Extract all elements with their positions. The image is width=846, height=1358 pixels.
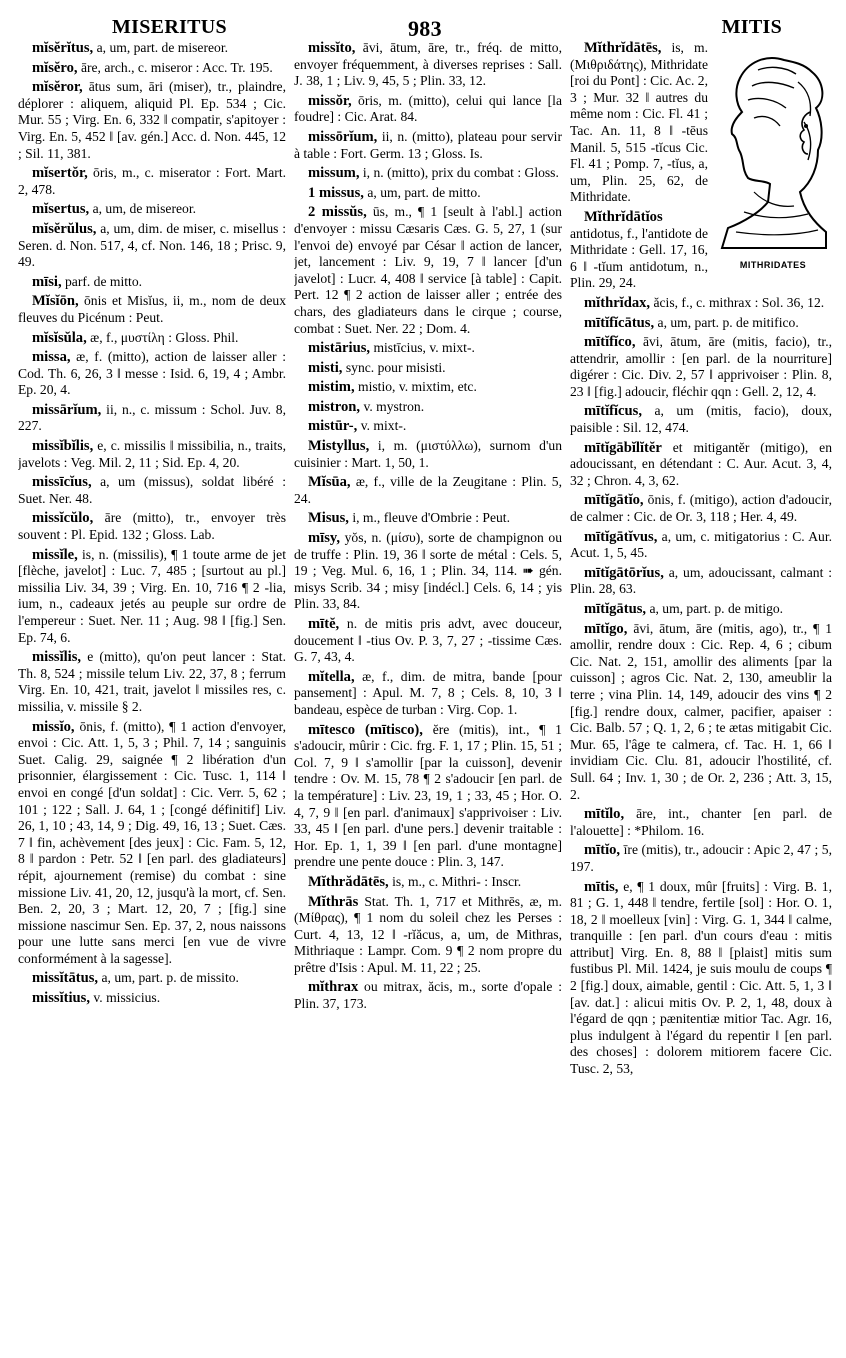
column-left [18, 40, 286, 1352]
entry-headword: mīsi, [32, 273, 62, 290]
dictionary-entry [18, 79, 286, 162]
entry-definition: a, um, dim. de miser, c. misellus : Seren. d. Non. 517, 4, cf. Non. 146, 18 ; Prisc. 9, 49. [18, 220, 286, 270]
dictionary-entry [294, 722, 562, 871]
dictionary-entry [294, 165, 562, 182]
entry-definition: et mitigantĕr (mitigo), en adoucissant, en détendant : C. Aur. Acut. 3, 4, 32 ; Chron. 4, 3, 62. [570, 439, 832, 488]
entry-definition: ōnis, f. (mitto), ¶ 1 action d'envoyer, envoi : Cic. Att. 1, 5, 3 ; Phil. 7, 14 ; sanguinis Suet. Calig. 29, saignée ¶ 2 libération d'un prisonnier, élargissement : Cic. Tusc. 1, 114 ‖ envoi en congé [d'un soldat] : Cic. Verr. 5, 62 ; 101 ; 122 ; Sall. J. 64, 1 ; [congé définitif] Liv. 26, 1, 10 ; 43, 14, 9 ; Dig. 49, 16, 13 ; Suet. Cæs. 7 ‖ fin, achèvement [des jeux] : Cic. Fam. 5, 12, 8 ‖ pardon : Petr. 52 ‖ [en parl. des gladiateurs] répit, ajournement (remise) du combat : sine missione Liv. 41, 20, 12, jusqu'à la mort, cf. Sen. Ben. 2, 20, 3 ; Mart. 12, 20, 7 ; [fig.] sine missione nascimur Sen. Ep. 37, 2, nous naissons pour une lutte sans merci [en vue de vivre conformément à la sagesse]. [18, 718, 286, 966]
entry-definition: antidotus, f., l'antidote de Mithridate : Gell. 17, 16, 6 ‖ -tĭum antidotum, n., Plin. 29, 24. [570, 225, 708, 291]
entry-headword: mītĭfĭcus, [584, 403, 642, 420]
entry-definition: a, um, part. p. de missito. [101, 970, 239, 986]
entry-definition: n. de mitis pris advt, avec douceur, doucement ‖ -tius Ov. P. 3, 7, 27 ; -tissime Cæs. G. 7, 43, 4. [294, 616, 562, 665]
entry-definition: æ, f., ville de la Zeugitane : Plin. 5, 24. [294, 474, 562, 506]
entry-definition: is, m., c. Mithri- : Inscr. [392, 873, 522, 889]
entry-headword: mītĭo, [584, 842, 621, 859]
entry-headword: missĭcŭlo, [32, 510, 94, 527]
entry-definition: yŏs, n. (μίσυ), sorte de champignon ou de truffe : Plin. 19, 36 ‖ sorte de métal : Cels. 5, 19 ; Veg. Mul. 6, 16, 1 ; Plin. 34, 114. ➠ gén. misys Scrib. 34 ; misy [indécl.] Cels. 6, 14 ; yis Plin. 33, 84. [294, 530, 562, 612]
mithridates-coin-icon [714, 42, 832, 250]
entry-headword: misti, [308, 359, 343, 376]
dictionary-entry [570, 842, 832, 875]
entry-headword: mĭthrax [308, 979, 359, 996]
entry-definition: mistīcius, v. mixt-. [373, 340, 475, 356]
page-header [20, 10, 828, 40]
entry-definition: mistio, v. mixtim, etc. [358, 379, 477, 395]
entry-definition: i, m. (μιστύλλω), surnom d'un cuisinier : Mart. 1, 50, 1. [294, 438, 562, 470]
entry-definition: ōnis, f. (mitigo), action d'adoucir, de calmer : Cic. de Or. 3, 118 ; Her. 4, 49. [570, 492, 832, 525]
dictionary-entry [294, 204, 562, 337]
entry-definition: sync. pour misisti. [345, 359, 446, 375]
entry-definition: āvi, ātum, āre (mitis, ago), tr., ¶ 1 amollir, rendre doux : Cic. Rep. 4, 6 ; cibum Cic. Nat. 2, 151, amollir des aliments [par la cuisson] ; agros Cic. Nat. 2, 130, ameublir la terre ; vina Plin. 14, 149, adoucir des vins ¶ 2 [fig.] rendre doux, calmer, pacifier, apaiser : Cic. Balb. 57 ; Q. 1, 2, 6 ; te ætas mitigabit Cic. Mur. 65, l'âge te calmera, cf. Tac. H. 1, 66 ‖ invidiam Cic. Clu. 81, adoucir l'hostilité, cf. Sull. 64 ; Inv. 1, 30 ; de Or. 2, 236 ; Att. 3, 15, 2. [570, 620, 832, 802]
dictionary-entry [18, 474, 286, 507]
entry-headword: missĭle, [32, 546, 78, 563]
dictionary-entry [570, 295, 832, 312]
dictionary-entry [294, 530, 562, 613]
entry-definition: ăcis, f., c. mithrax : Sol. 36, 12. [653, 294, 825, 310]
entry-definition: v. mystron. [363, 398, 425, 414]
entry-headword: mītĭgātōrĭus, [584, 564, 664, 581]
dictionary-entry [18, 970, 286, 987]
entry-definition: a, um, de misereor. [92, 201, 196, 217]
entry-headword: mītĭlo, [584, 806, 625, 823]
entry-definition: Stat. Th. 1, 717 et Mithrēs, æ, m. (Μίθρας), ¶ 1 nom du soleil chez les Perses : Curt. 4, 13, 12 ‖ -rĭăcus, a, um, de Mithras, Mithriaque : Lampr. Com. 9 ¶ 2 nom propre du prêtre d'Isis : Apul. M. 11, 22 ; 25. [294, 893, 562, 975]
entry-definition: a, um, part. de misereor. [96, 40, 228, 55]
entry-definition: a, um (missus), soldat libéré : Suet. Ner. 48. [18, 474, 286, 506]
entry-headword: mītĭgo, [584, 620, 628, 637]
entry-headword: mistārius, [308, 340, 371, 357]
entry-headword: mītis, [584, 878, 619, 895]
dictionary-entry [18, 165, 286, 198]
entry-definition: æ, f., dim. de mitra, bande [pour pansement] : Apul. M. 7, 8 ; Cels. 8, 10, 3 ‖ bandeau, espèce de turban : Virg. Cop. 1. [294, 668, 562, 717]
dictionary-entry [294, 129, 562, 162]
entry-headword: 2 missŭs, [308, 204, 367, 221]
dictionary-entry [18, 330, 286, 347]
entry-definition: e, ¶ 1 doux, mûr [fruits] : Virg. B. 1, 81 ; G. 1, 448 ‖ tendre, fertile [sol] : Hor. O. 1, 18, 2 ‖ moelleux [vin] : Virg. G. 1, 344 ‖ calme, tranquille : [en parl. d'un cours d'eau : mitis attribut] Virg. En. 8, 88 ‖ [plaist] mitis sum fustibus Pl. Mil. 1424, je suis moulu de coups ¶ 2 [fig.] doux, aimable, gentil : Cic. Att. 5, 1, 3 ‖ [av. dat.] : alicui mitis Ov. P. 2, 1, 48, doux à l'égard de qqn ; pænitentiæ mitior Tac. Agr. 16, plus indulgent à l'égard du repentir ‖ [en parl. des choses] : dolorem mitiorem facere Cic. Tusc. 2, 53, [570, 878, 832, 1077]
entry-definition: e (mitto), qu'on peut lancer : Stat. Th. 8, 524 ; missile telum Liv. 22, 37, 8 ; ferrum Virg. En. 10, 421, trait, javelot ‖ missiles res, c. missilia, v. missile § 2. [18, 649, 286, 714]
entry-definition: ĕre (mitis), int., ¶ 1 s'adoucir, mûrir : Cic. frg. F. 1, 17 ; Plin. 15, 51 ; Col. 7, 9 ‖ s'amollir [par la cuisson], devenir tendre : Ov. M. 15, 78 ¶ 2 s'adoucir [en parl. de la température] : Liv. 23, 19, 1 ; 33, 45 ; Hor. O. 4, 7, 9 ‖ [en parl. d'animaux] s'apprivoiser : Liv. 33, 45 ‖ [en parl. d'une pers.] devenir traitable : Hor. Ep. 1, 1, 39 ‖ [en parl. d'une montagne] prendre une pente douce : Plin. 3, 147. [294, 721, 562, 870]
entry-definition: a, um, part. de mitto. [367, 184, 481, 200]
dictionary-entry [570, 565, 832, 598]
dictionary-entry [294, 379, 562, 396]
dictionary-columns [18, 40, 830, 1352]
dictionary-entry [294, 474, 562, 507]
dictionary-entry [570, 334, 832, 400]
entry-definition: ūs, m., ¶ 1 [seult à l'abl.] action d'envoyer : missu Cæsaris Cæs. G. 5, 27, 1 (sur l'envoi de) envoyé par César ‖ action de lancer, jet, lancement : Liv. 9, 19, 7 ‖ lancer [d'un javelot] : Lucr. 4, 408 ‖ service [à table] : Capit. Pert. 12 ¶ 2 action de laisser aller ; entrée des chars, des gladiateurs dans le cirque ; course, combat : Suet. Ner. 22 ; Dom. 4. [294, 204, 562, 336]
dictionary-entry [18, 510, 286, 543]
dictionary-entry [294, 438, 562, 471]
dictionary-entry [294, 979, 562, 1012]
entry-definition: v. missicius. [93, 990, 161, 1006]
entry-headword: mīsy, [308, 530, 341, 547]
dictionary-entry [18, 274, 286, 291]
entry-headword: missa, [32, 349, 71, 366]
dictionary-entry [294, 399, 562, 416]
entry-definition: ōris, m., c. miserator : Fort. Mart. 2, 478. [18, 165, 286, 197]
dictionary-entry [294, 360, 562, 377]
dictionary-entry [18, 60, 286, 77]
dictionary-entry [570, 403, 832, 436]
dictionary-entry [294, 874, 562, 891]
entry-headword: mītĭgātĭo, [584, 492, 644, 509]
dictionary-entry [570, 806, 832, 839]
dictionary-entry [294, 185, 562, 202]
column-right [570, 40, 832, 1352]
entry-definition: āre (mitto), tr., envoyer très souvent : Pl. Epid. 132 ; Gloss. Lab. [18, 510, 286, 543]
entry-headword: missĭlis, [32, 649, 82, 666]
dictionary-entry [294, 510, 562, 527]
dictionary-entry [18, 719, 286, 968]
entry-headword: mītĭgātus, [584, 601, 647, 617]
entry-definition: āre, int., chanter [en parl. de l'alouette] : *Philom. 16. [570, 806, 832, 838]
dictionary-entry [294, 418, 562, 435]
entry-headword: missīcĭus, [32, 474, 92, 491]
entry-headword: missĭo, [32, 718, 75, 735]
dictionary-entry [294, 340, 562, 357]
entry-definition: a, um, c. mitigatorius : C. Aur. Acut. 1, 5, 45. [570, 528, 832, 561]
entry-definition: v. mixt-. [360, 418, 407, 434]
entry-headword: mĭsertŏr, [32, 165, 88, 182]
header-left-guide-word: MISERITUS [112, 16, 227, 38]
entry-headword: mītĭgātĭvus, [584, 528, 658, 545]
entry-definition: is, n. (missilis), ¶ 1 toute arme de jet [flèche, javelot] : Luc. 7, 485 ; [surtout au pl.] missilia Liv. 34, 39 ; Virg. En. 10, 716 ¶ 2 -lia, ium, n., cadeaux jetés au peuple sur ordre de l'empereur : Suet. Ner. 11 ; Aug. 98 ‖ [fig.] Sen. Ep. 74, 6. [18, 546, 286, 645]
entry-headword: Mĭsĭōn, [32, 293, 79, 310]
entry-headword: missōrĭum, [308, 128, 378, 145]
entry-definition: a, um, part. p. de mitifico. [657, 314, 799, 330]
dictionary-entry [294, 93, 562, 126]
dictionary-entry [18, 201, 286, 218]
dictionary-entry [294, 40, 562, 90]
dictionary-entry [570, 315, 832, 332]
dictionary-entry [18, 349, 286, 399]
entry-headword: mĭsĕrŭlus, [32, 220, 97, 237]
dictionary-entry [18, 547, 286, 647]
dictionary-entry [294, 616, 562, 666]
dictionary-entry [570, 601, 832, 618]
entry-definition: ātus sum, āri (miser), tr., plaindre, déplorer : aliquem, aliquid Pl. Ep. 534 ; Cic. Mur. 55 ; Virg. En. 6, 332 ‖ compatir, s'apitoyer : Virg. En. 5, 452 ‖ [av. gén.] Acc. d. Non. 445, 12 ; Sil. 11, 381. [18, 79, 286, 161]
entry-headword: Misus, [308, 510, 349, 527]
entry-headword: mĭthrĭdax, [584, 294, 651, 311]
entry-definition: parf. de mitto. [65, 273, 143, 289]
dictionary-entry [18, 221, 286, 271]
page-number: 983 [408, 16, 442, 41]
entry-headword: missŏr, [308, 92, 352, 109]
entry-definition: æ, f., μυστίλη : Gloss. Phil. [90, 329, 239, 345]
entry-headword: mītĭgābĭlĭtĕr [584, 439, 662, 456]
entry-headword: mistūr-, [308, 418, 358, 435]
entry-headword: mītĭfĭcātus, [584, 314, 655, 331]
dictionary-entry [18, 438, 286, 471]
entry-definition: āre, arch., c. miseror : Acc. Tr. 195. [80, 59, 273, 75]
entry-headword: Mĭthrĭdātĭos [584, 208, 663, 225]
entry-definition: īre (mitis), tr., adoucir : Apic 2, 47 ; 5, 197. [570, 842, 832, 874]
entry-definition: ōris, m. (mitto), celui qui lance [la foudre] : Cic. Arat. 84. [294, 92, 562, 125]
entry-headword: Mĭthrădātēs, [308, 873, 389, 890]
entry-definition: āvi, ātum, āre, tr., fréq. de mitto, envoyer fréquemment, à diverses reprises : Sall. J. 38, 1 ; Liv. 9, 45, 5 ; Plin. 33, 12. [294, 40, 562, 89]
entry-headword: mistron, [308, 398, 361, 415]
dictionary-entry [18, 40, 286, 57]
mithridates-portrait [714, 42, 832, 270]
dictionary-entry [570, 440, 832, 490]
portrait-caption: MITHRIDATES [739, 259, 807, 270]
entry-definition: e, c. missilis ‖ missibilia, n., traits, javelots : Veg. Mil. 2, 11 ; Sid. Ep. 4, 20. [18, 438, 286, 470]
entry-headword: mītĕ, [308, 616, 340, 632]
entry-headword: mĭsertus, [32, 201, 90, 218]
dictionary-entry [294, 669, 562, 719]
entry-definition: ii, n., c. missum : Schol. Juv. 8, 227. [18, 401, 286, 434]
entry-headword: missĭtātus, [32, 970, 99, 987]
dictionary-entry [18, 402, 286, 435]
entry-definition: ou mitrax, ăcis, m., sorte d'opale : Plin. 37, 173. [294, 979, 562, 1012]
entry-headword: mĭsĕro, [32, 59, 78, 76]
entry-definition: æ, f. (mitto), action de laisser aller : Cod. Th. 6, 26, 3 ‖ messe : Isid. 6, 19, 4 ; Ambr. Ep. 20, 4. [18, 349, 286, 398]
entry-headword: 1 missus, [308, 184, 364, 201]
entry-definition: i, m., fleuve d'Ombrie : Peut. [352, 510, 510, 526]
dictionary-entry [18, 990, 286, 1007]
entry-headword: mĭsĕror, [32, 79, 83, 96]
dictionary-entry [570, 529, 832, 562]
entry-headword: Mĭthrĭdātēs, [584, 40, 662, 56]
entry-definition: ii, n. (mitto), plateau pour servir à table : Fort. Germ. 13 ; Gloss. Is. [294, 128, 562, 161]
dictionary-entry [18, 649, 286, 715]
entry-headword: missum, [308, 165, 360, 182]
entry-definition: a, um, adoucissant, calmant : Plin. 28, 63. [570, 564, 832, 597]
entry-headword: missĭtius, [32, 990, 90, 1007]
entry-headword: mĭsĭsŭla, [32, 329, 87, 346]
entry-headword: missārĭum, [32, 401, 102, 418]
dictionary-entry [18, 293, 286, 326]
entry-headword: mĭsĕrĭtus, [32, 40, 94, 56]
entry-headword: mĭtella, [308, 668, 355, 685]
entry-headword: mītesco (mītisco), [308, 721, 423, 738]
entry-headword: Mistyllus, [308, 438, 370, 455]
dictionary-entry [570, 879, 832, 1078]
dictionary-entry [570, 621, 832, 804]
entry-headword: Mĭsūa, [308, 474, 351, 491]
entry-definition: i, n. (mitto), prix du combat : Gloss. [362, 165, 559, 181]
header-right-guide-word: MITIS [721, 16, 782, 38]
entry-headword: missĭbĭlis, [32, 438, 94, 455]
entry-definition: ōnis et Misĭus, ii, m., nom de deux fleuves du Picénum : Peut. [18, 293, 286, 325]
column-middle [294, 40, 562, 1352]
dictionary-entry [570, 492, 832, 525]
entry-headword: Mĭthrās [308, 893, 359, 910]
entry-definition: a, um (mitis, facio), doux, paisible : Sil. 12, 474. [570, 403, 832, 436]
entry-definition: a, um, part. p. de mitigo. [649, 601, 784, 616]
entry-headword: mītĭfĭco, [584, 334, 636, 351]
entry-definition: is, m. (Μιθριδάτης), Mithridate [roi du Pont] : Cic. Ac. 2, 3 ; Mur. 32 ‖ autres du même nom : Cic. Fl. 41 ; Tac. An. 11, 8 ‖ -tēus Manil. 5, 515 -tĭcus Cic. Fl. 41 ; Pomp. 7, -tĭus, a, um, Plin. 25, 62, de Mithridate. [570, 40, 708, 205]
dictionary-entry [294, 894, 562, 977]
entry-headword: missĭto, [308, 40, 356, 56]
entry-headword: mistim, [308, 379, 355, 396]
entry-definition: āvi, ātum, āre (mitis, facio), tr., attendrir, amollir : [en parl. de la nourriture] digérer : Cic. Div. 2, 57 ‖ apprivoiser : Plin. 8, 23 ‖ [fig.] adoucir, fléchir qqn : Gell. 2, 12, 4. [570, 334, 832, 399]
